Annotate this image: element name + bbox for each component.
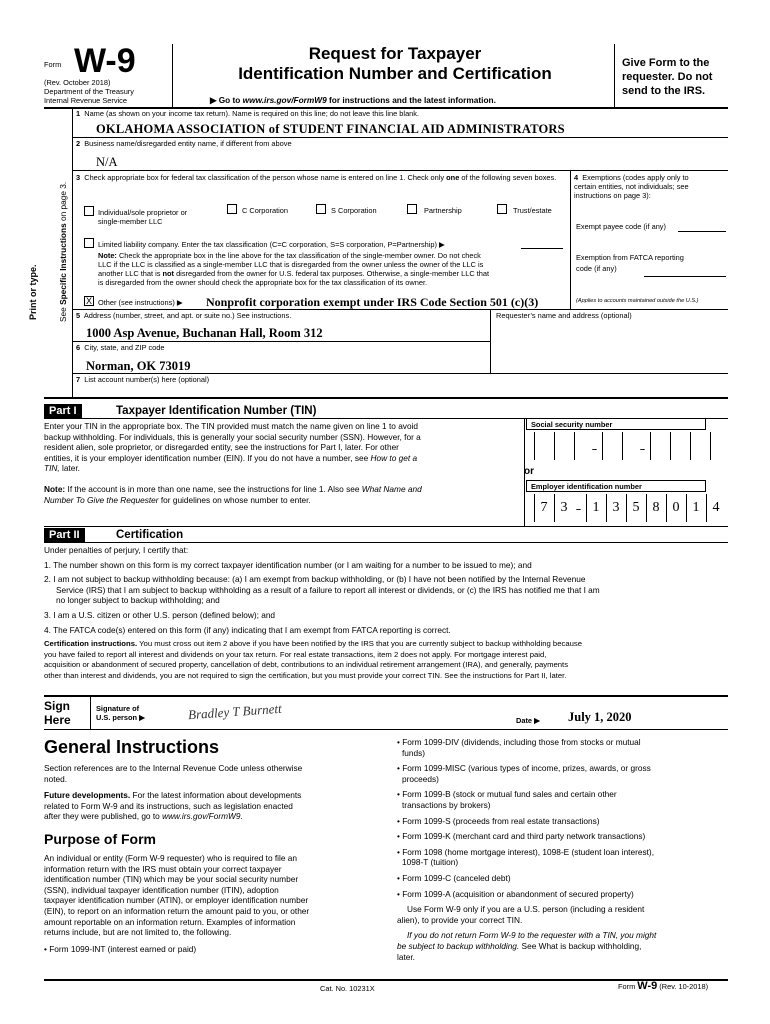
sign-here-label: Sign Here (44, 699, 71, 727)
s-corporation-label: S Corporation (331, 206, 377, 215)
irs-url-link[interactable]: www.irs.gov/FormW9 (242, 95, 327, 105)
form-code: W-9 (74, 42, 136, 80)
date-label: Date ▶ (516, 716, 540, 725)
line5-address-value[interactable]: 1000 Asp Avenue, Buchanan Hall, Room 312 (86, 326, 323, 340)
ein-digit: 0 (672, 500, 680, 515)
forms-list: • Form 1099-DIV (dividends, including those from stocks or mutual funds) • Form 1099-MISC (various types of income, prizes, awards, or gross proceeds) • Form 1099-B (stock or mutual fund sales and certain other transactions by brokers) • Form 1099-S (proceeds from real estate transactions) • Form 1099-K (merchant card and third party network transactions) • Form 1098 (home mortgage interest), 1098-E (student loan interest), 1098-T (tuition) • Form 1099-C (canceled debt) • Form 1099-A (acquisition or abandonment of secured property) Use Form W-9 only if you are a U.S. person (including a resident alien), to provide your correct TIN. If you do not return Form W-9 to the requester with a TIN, you might be subject to backup withholding. See What is backup withholding, later. (397, 737, 657, 962)
exempt-payee-field[interactable] (678, 231, 726, 232)
line6-label: 6 City, state, and ZIP code (76, 343, 165, 352)
department: Department of the Treasury (44, 87, 134, 96)
ein-digit: 8 (652, 500, 660, 515)
ssn-dash-1: – (592, 444, 598, 454)
trust-estate-label: Trust/estate (513, 206, 552, 215)
signature-value[interactable]: Bradley T Burnett (187, 700, 283, 723)
ein-label: Employer identification number (526, 480, 706, 492)
catalog-number: Cat. No. 10231X (320, 984, 375, 993)
general-instructions: General Instructions Section references are to the Internal Revenue Code unless otherwise noted. Future developments. For the latest information about developments related to Form W-9 and its instructions, such as legislation enacted after they were published, go to www.irs.gov/FormW9. Purpose of Form An individual or entity (Form W-9 requester) who is required to file an information return with the IRS must obtain your correct taxpayer identification number (TIN) which may be your social security number (SSN), individual taxpayer identification number (ITIN), adoption taxpayer identification number (ATIN), or employer identification number (EIN), to report on an information return the amount paid to you, or other amount reportable on an information return. Examples of information returns include, but are not limited to, the following. • Form 1099-INT (interest earned or paid) (44, 736, 374, 960)
or-label: or (524, 466, 534, 477)
individual-checkbox[interactable] (84, 206, 94, 216)
part1-title: Taxpayer Identification Number (TIN) (116, 405, 317, 417)
line6-city-value[interactable]: Norman, OK 73019 (86, 359, 191, 373)
line3-label: 3 Check appropriate box for federal tax classification of the person whose name is entered on line 1. Check only one of the following seven boxes. (76, 173, 557, 182)
other-checkbox[interactable]: X (85, 296, 92, 306)
c-corporation-label: C Corporation (242, 206, 289, 215)
date-value[interactable]: July 1, 2020 (568, 710, 632, 724)
fatca-field[interactable] (644, 276, 726, 277)
llc-classification-field[interactable] (521, 248, 563, 249)
fatca-label: Exemption from FATCA reporting code (if any) (576, 253, 684, 273)
irs-url-link[interactable]: www.irs.gov/FormW9. (162, 811, 243, 822)
certification-text: Under penalties of perjury, I certify that: 1. The number shown on this form is my correct taxpayer identification number (or I am waiting for a number to be issued to me); and 2. I am not subject to backup withholding because: (a) I am exempt from backup withholding, or (b) I have not been notified by the Internal Revenue Service (IRS) that I am subject to backup withholding as a result of a failure to report all interest or dividends, or (c) the IRS has notified me that I am no longer subject to backup withholding; and 3. I am a U.S. citizen or other U.S. person (defined below); and 4. The FATCA code(s) entered on this form (if any) indicating that I am exempt from FATCA reporting is correct. Certification instructions. You must cross out item 2 above if you have been notified by the IRS that you are currently subject to backup withholding because you have failed to report all interest and dividends on your tax return. For real estate transactions, item 2 does not apply. For mortgage interest paid, acquisition or abandonment of secured property, cancellation of debt, contributions to an individual retirement arrangement (IRA), and generally, payments other than interest and dividends, you are not required to sign the certification, but you must provide your correct TIN. See the instructions for Part II, later. (44, 545, 600, 680)
part2-tag: Part II (44, 528, 85, 542)
instructions-link-line: ▶ Go to www.irs.gov/FormW9 for instructions and the latest information. (210, 95, 496, 105)
line1-label: 1 Name (as shown on your income tax return). Name is required on this line; do not leave this line blank. (76, 109, 420, 118)
requester-label: Requester’s name and address (optional) (496, 311, 632, 320)
ssn-label: Social security number (526, 418, 706, 430)
form-subtitle: Identification Number and Certification (238, 64, 552, 83)
ein-digit: 1 (592, 500, 600, 515)
give-form-note: Give Form to the requester. Do not send to the IRS. (622, 57, 713, 97)
footer-form-id: Form W-9 (Rev. 10-2018) (618, 980, 709, 992)
ssn-field[interactable] (526, 432, 716, 462)
s-corporation-checkbox[interactable] (316, 204, 326, 214)
purpose-title: Purpose of Form (44, 830, 157, 847)
other-value[interactable]: Nonprofit corporation exempt under IRS Code Section 501 (c)(3) (206, 295, 539, 309)
llc-note: Note: Check the appropriate box in the line above for the tax classification of the single-member owner. Do not check LLC if the LLC is classified as a single-member LLC that is disregarded from the owner unless the owner of the LLC is another LLC that is not disregarded from the owner for U.S. federal tax purposes. Otherwise, a single-member LLC that is disregarded from the owner should check the appropriate box for the tax classification of its owner. (98, 251, 490, 287)
side-print-instructions: Print or type. (28, 264, 38, 320)
line2-label: 2 Business name/disregarded entity name, if different from above (76, 139, 292, 148)
ssn-dash-2: – (640, 444, 646, 454)
part2-title: Certification (116, 529, 184, 541)
partnership-label: Partnership (424, 206, 462, 215)
exempt-payee-label: Exempt payee code (if any) (576, 222, 666, 231)
part1-note: Note: If the account is in more than one name, see the instructions for line 1. Also see What Name and Number To Give the Requester for guidelines on whose number to enter. (44, 484, 422, 505)
ein-digit: 5 (632, 500, 640, 515)
agency: Internal Revenue Service (44, 96, 127, 105)
ein-digit: 3 (560, 500, 568, 515)
fatca-applies-note: (Applies to accounts maintained outside the U.S.) (576, 298, 699, 304)
trust-estate-checkbox[interactable] (497, 204, 507, 214)
line5-label: 5 Address (number, street, and apt. or suite no.) See instructions. (76, 311, 292, 320)
part1-text: Enter your TIN in the appropriate box. The TIN provided must match the name given on line 1 to avoid backup withholding. For individuals, this is generally your social security number (SSN). However, for a resident alien, sole proprietor, or disregarded entity, see the instructions for Part I, later. For other entities, it is your employer identification number (EIN). If you do not have a number, see How to get a TIN, later. (44, 421, 421, 474)
form-word: Form (44, 60, 62, 69)
form-title: Request for Taxpayer (308, 44, 482, 63)
part1-tag: Part I (44, 404, 82, 418)
signature-label: Signature of U.S. person ▶ (96, 704, 145, 722)
ein-digit: 3 (612, 500, 620, 515)
line7-label: 7 List account number(s) here (optional) (76, 375, 210, 384)
ein-digit: 7 (540, 500, 548, 515)
exemptions-label: 4 Exemptions (codes apply only to certain entities, not individuals; see instructions on page 3): (574, 173, 689, 200)
c-corporation-checkbox[interactable] (227, 204, 237, 214)
general-instructions-title: General Instructions (44, 737, 220, 757)
line2-business-value[interactable]: N/A (96, 155, 118, 169)
llc-checkbox[interactable] (84, 238, 94, 248)
line1-name-value[interactable]: OKLAHOMA ASSOCIATION of STUDENT FINANCIAL AID ADMINISTRATORS (96, 122, 565, 136)
partnership-checkbox[interactable] (407, 204, 417, 214)
individual-label: Individual/sole proprietor or single-member LLC (98, 208, 188, 226)
ein-dash: – (576, 504, 582, 514)
ein-digit: 4 (712, 500, 720, 515)
revision: (Rev. October 2018) (44, 78, 111, 87)
llc-label: Limited liability company. Enter the tax classification (C=C corporation, S=S corporation, P=Partnership) ▶ (98, 240, 445, 249)
other-label: Other (see instructions) ▶ (98, 298, 183, 307)
side-specific-instructions: See Specific Instructions on page 3. (58, 181, 68, 322)
ein-digit: 1 (692, 500, 700, 515)
ein-field[interactable] (526, 494, 720, 524)
